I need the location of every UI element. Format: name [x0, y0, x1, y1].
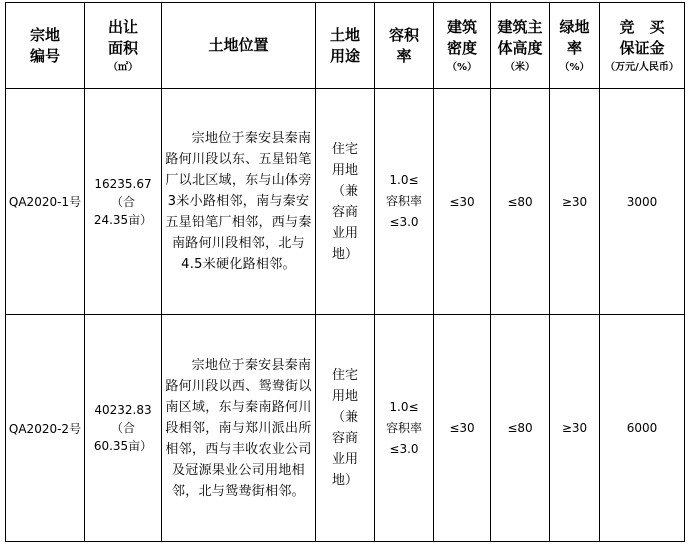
parcel-far: 1.0≤ 容积率 ≤3.0: [375, 315, 434, 542]
parcel-use: 住宅 用地 （兼 容商 业用 地）: [316, 315, 375, 542]
header-code: 宗地 编号: [6, 3, 85, 89]
parcel-deposit: 3000: [600, 89, 685, 315]
header-location: 土地位置: [162, 3, 316, 89]
header-far: 容积 率: [375, 3, 434, 89]
header-density: 建筑 密度 （%）: [434, 3, 491, 89]
parcel-green: ≥30: [550, 89, 600, 315]
parcel-use: 住宅 用地 （兼 容商 业用 地）: [316, 89, 375, 315]
parcel-height: ≤80: [491, 89, 550, 315]
parcel-area: 40232.83 （合 60.35亩）: [85, 315, 162, 542]
parcel-location: 宗地位于秦安县秦南路何川段以东、五星铅笔厂以北区域，东与山体旁3米小路相邻，南与秦安五星铅笔厂相邻，西与秦南路何川段相邻，北与4.5米硬化路相邻。: [162, 89, 316, 315]
parcel-code: QA2020-1号: [6, 89, 85, 315]
header-row: [6, 3, 685, 89]
parcel-far: 1.0≤ 容积率 ≤3.0: [375, 89, 434, 315]
parcel-density: ≤30: [434, 315, 491, 542]
parcel-deposit: 6000: [600, 315, 685, 542]
header-green: 绿地 率 （%）: [550, 3, 600, 89]
parcel-green: ≥30: [550, 315, 600, 542]
parcel-height: ≤80: [491, 315, 550, 542]
header-use: 土地 用途: [316, 3, 375, 89]
land-parcel-table: [5, 2, 685, 542]
parcel-code: QA2020-2号: [6, 315, 85, 542]
header-area: 出让 面积 （㎡）: [85, 3, 162, 89]
parcel-area: 16235.67 （合 24.35亩）: [85, 89, 162, 315]
table-row: [6, 315, 685, 542]
header-deposit: 竞 买 保证金 （万元/人民币）: [600, 3, 685, 89]
header-height: 建筑主 体高度 （米）: [491, 3, 550, 89]
parcel-density: ≤30: [434, 89, 491, 315]
table-row: [6, 89, 685, 315]
parcel-location: 宗地位于秦安县秦南路何川段以西、鸳鸯街以南区域，东与秦南路何川段相邻，南与郑川派出所相邻，西与丰收农业公司及冠源果业公司用地相邻，北与鸳鸯街相邻。: [162, 315, 316, 542]
